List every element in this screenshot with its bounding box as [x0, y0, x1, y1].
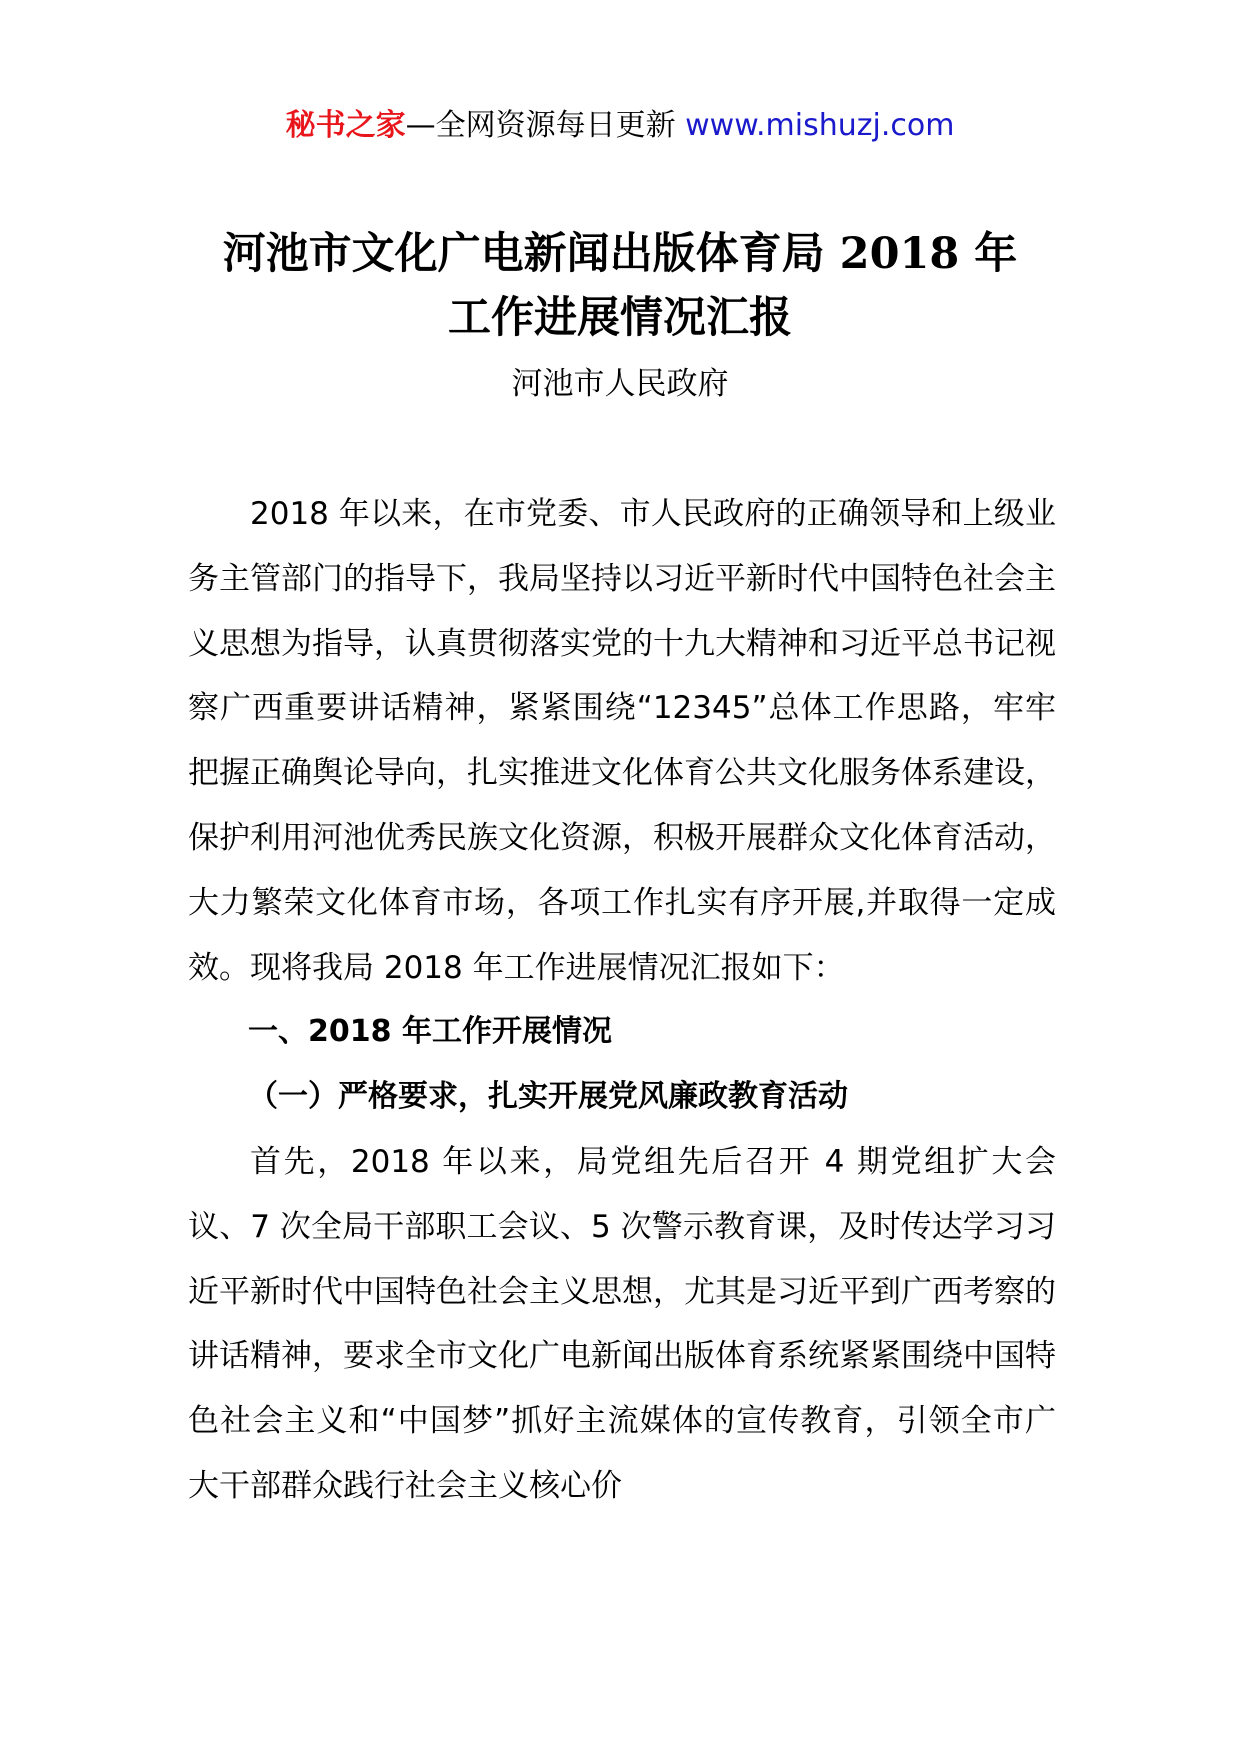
brand-name: 秘书之家: [285, 108, 406, 143]
intro-paragraph: 2018 年以来，在市党委、市人民政府的正确领导和上级业务主管部门的指导下，我局坚持以习近平新时代中国特色社会主义思想为指导，认真贯彻落实党的十九大精神和习近平总书记视察广西重要讲话精神，紧紧围绕“12345”总体工作思路，牢牢把握正确舆论导向，扎实推进文化体育公共文化服务体系建设，保护利用河池优秀民族文化资源，积极开展群众文化体育活动，大力繁荣文化体育市场，各项工作扎实有序开展,并取得一定成效。现将我局 2018 年工作进展情况汇报如下：: [188, 496, 1056, 986]
issuing-organization: 河池市人民政府: [511, 366, 729, 402]
title-line-2: 工作进展情况汇报: [448, 293, 792, 343]
site-header: [0, 98, 1240, 154]
document-title: [0, 222, 1240, 350]
section-heading: 一、2018 年工作开展情况: [248, 1014, 612, 1050]
body-paragraph: 首先，2018 年以来，局党组先后召开 4 期党组扩大会议、7 次全局干部职工会议、5 次警示教育课，及时传达学习习近平新时代中国特色社会主义思想，尤其是习近平到广西考察的讲话精神，要求全市文化广电新闻出版体育系统紧紧围绕中国特色社会主义和“中国梦”抓好主流媒体的宣传教育，引领全市广大干部群众践行社会主义核心价: [188, 1143, 1056, 1504]
site-link[interactable]: www.mishuzj.com: [685, 108, 955, 143]
title-line-1: 河池市文化广电新闻出版体育局 2018 年: [222, 229, 1018, 279]
subsection-heading: （一）严格要求，扎实开展党风廉政教育活动: [248, 1079, 848, 1115]
header-slogan: —全网资源每日更新: [405, 108, 686, 143]
document-body: [188, 482, 1056, 1519]
